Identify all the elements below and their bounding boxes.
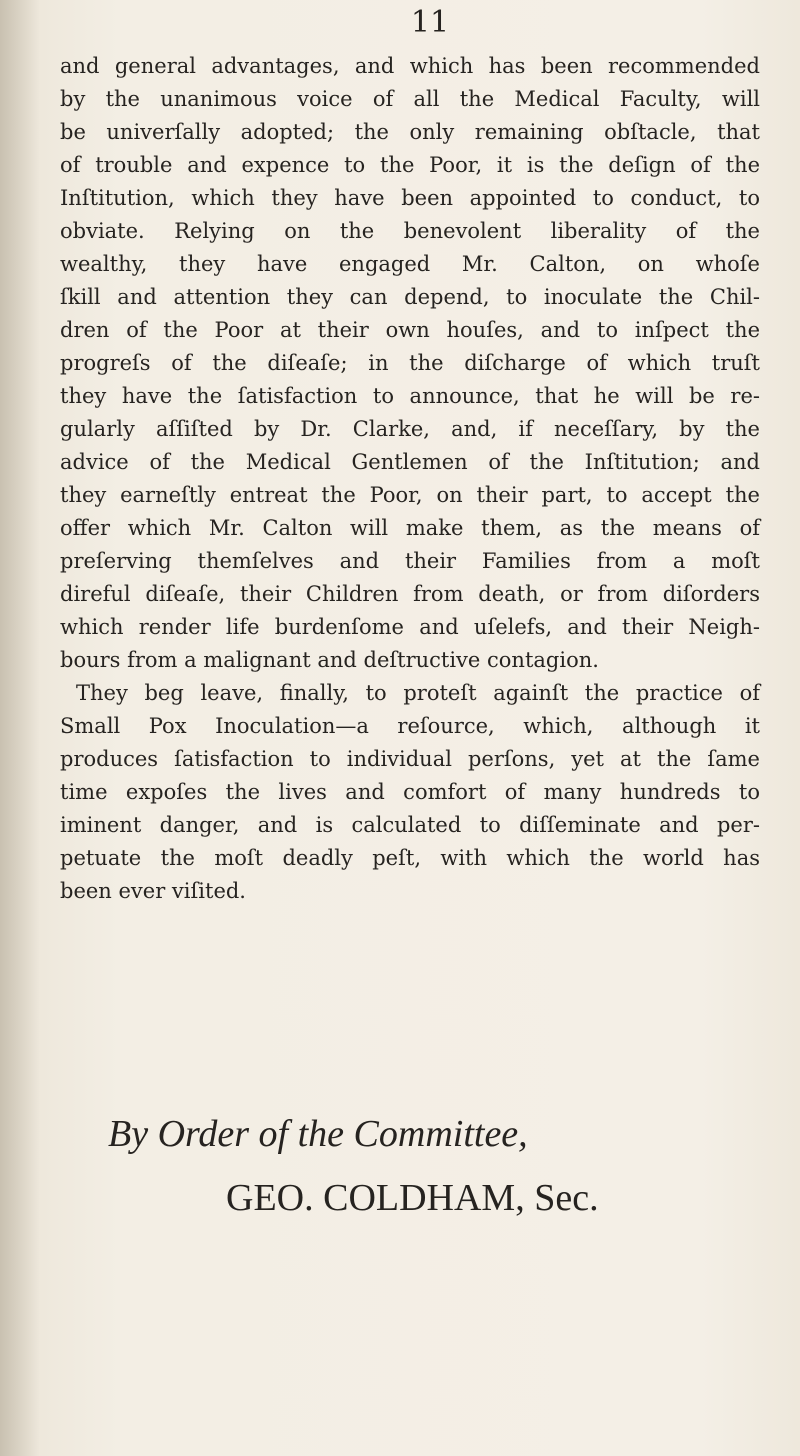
text-line: Inſtitution, which they have been appointed to conduct, to [60, 186, 760, 210]
text-line: progreſs of the diſeaſe; in the diſcharge of which truſt [60, 351, 760, 375]
page-binding-shadow [0, 0, 40, 1456]
signature-name-line: GEO. COLDHAM, Sec. [226, 1177, 599, 1219]
text-line: gularly aſſiſted by Dr. Clarke, and, if neceſſary, by the [60, 417, 760, 441]
text-line: preſerving themſelves and their Families from a moſt [60, 549, 760, 573]
text-line: been ever viſited. [60, 879, 246, 903]
text-line: dren of the Poor at their own houſes, and to inſpect the [60, 318, 760, 342]
text-line: direful diſeaſe, their Children from death, or from diſorders [60, 582, 760, 606]
text-line: Small Pox Inoculation—a reſource, which, although it [60, 714, 760, 738]
text-line: which render life burdenſome and uſelefs, and their Neigh- [60, 615, 760, 639]
text-line: advice of the Medical Gentlemen of the Inſtitution; and [60, 450, 760, 474]
text-line: by the unanimous voice of all the Medical Faculty, will [60, 87, 760, 111]
text-line: of trouble and expence to the Poor, it is the deſign of the [60, 153, 760, 177]
text-line: obviate. Relying on the benevolent liberality of the [60, 219, 760, 243]
text-line: produces ſatisfaction to individual perſons, yet at the ſame [60, 747, 760, 771]
text-line: be univerſally adopted; the only remaining obſtacle, that [60, 120, 760, 144]
text-line: iminent danger, and is calculated to diſſeminate and per- [60, 813, 760, 837]
text-line: they have the ſatisfaction to announce, that he will be re- [60, 384, 760, 408]
text-line: ſkill and attention they can depend, to inoculate the Chil- [60, 285, 760, 309]
text-line: bours from a malignant and deſtructive contagion. [60, 648, 599, 672]
text-line: and general advantages, and which has been recommended [60, 54, 760, 78]
text-line: they earneſtly entreat the Poor, on their part, to accept the [60, 483, 760, 507]
text-line: wealthy, they have engaged Mr. Calton, on whoſe [60, 252, 760, 276]
text-line: time expoſes the lives and comfort of many hundreds to [60, 780, 760, 804]
text-line: petuate the moſt deadly peſt, with which the world has [60, 846, 760, 870]
body-text [60, 50, 760, 908]
text-line: offer which Mr. Calton will make them, as the means of [60, 516, 760, 540]
page-number: 11 [410, 5, 450, 40]
signature-order-line: By Order of the Committee, [108, 1113, 528, 1155]
text-line: They beg leave, finally, to proteſt againſt the practice of [76, 681, 760, 705]
